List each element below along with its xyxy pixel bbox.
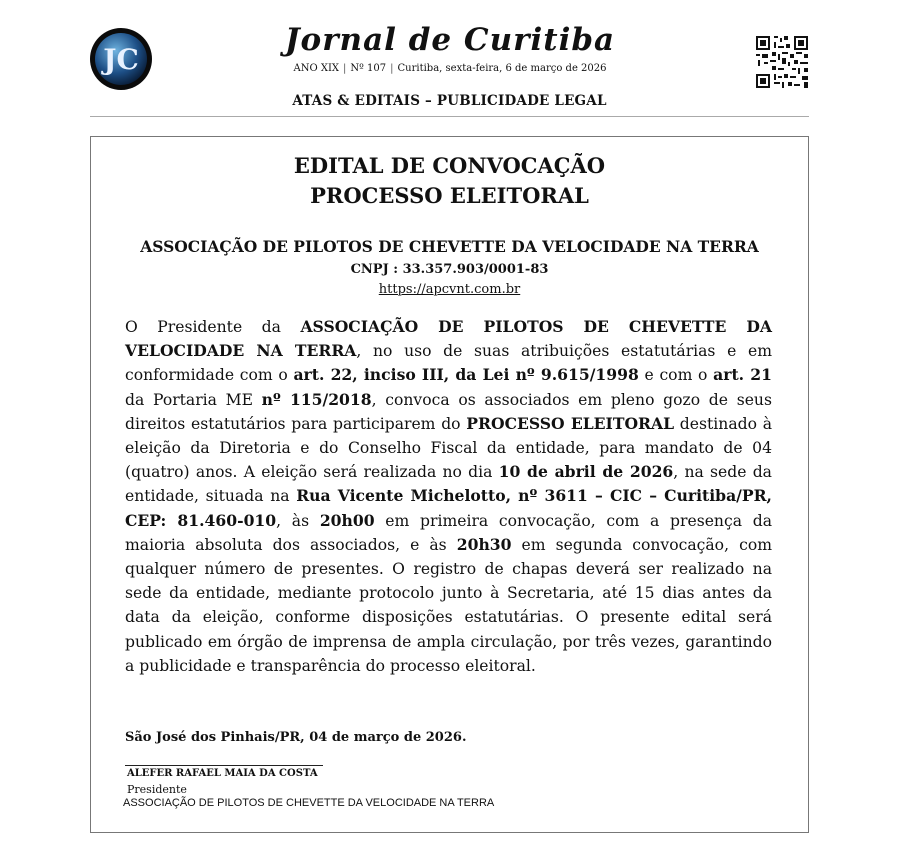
body-emphasis: 20h00 bbox=[319, 510, 375, 530]
body-text-run: , no uso de suas atribuições estatutárias e em conformidade com o bbox=[125, 342, 772, 385]
signature-line bbox=[125, 765, 323, 766]
masthead-separator: | bbox=[343, 63, 347, 74]
body-emphasis: 10 de abril de 2026 bbox=[498, 462, 674, 482]
masthead-dateline: Curitiba, sexta-feira, 6 de março de 2026 bbox=[397, 63, 607, 74]
body-text-run: , às bbox=[276, 511, 320, 530]
place-and-date: São José dos Pinhais/PR, 04 de março de 2026. bbox=[125, 730, 467, 745]
notice-box bbox=[90, 136, 809, 833]
body-text-run: destinado à eleição da Diretoria e do Conselho Fiscal da entidade, para mandato de 04 (quatro) anos. A eleição será realizada no dia bbox=[125, 414, 773, 482]
notice-title-line1: EDITAL DE CONVOCAÇÃO bbox=[293, 153, 606, 178]
body-text-run: em primeira convocação, com a presença da maioria absoluta dos associados, e às bbox=[125, 511, 773, 554]
section-label: ATAS & EDITAIS – PUBLICIDADE LEGAL bbox=[292, 93, 607, 109]
body-emphasis: nº 115/2018 bbox=[261, 389, 372, 409]
logo-text: JC bbox=[103, 43, 139, 76]
organization-cnpj: CNPJ : 33.357.903/0001-83 bbox=[350, 262, 549, 277]
organization-website-link[interactable]: https://apcvnt.com.br bbox=[378, 282, 521, 297]
notice-title-line2: PROCESSO ELEITORAL bbox=[310, 183, 589, 208]
masthead-issue: Nº 107 bbox=[350, 63, 387, 74]
body-text-run: , na sede da entidade, situada na bbox=[125, 463, 772, 506]
body-text-run: da Portaria ME bbox=[125, 390, 262, 409]
body-emphasis: art. 22, inciso III, da Lei nº 9.615/1998 bbox=[293, 365, 639, 385]
signer-organization: ASSOCIAÇÃO DE PILOTOS DE CHEVETTE DA VELOCIDADE NA TERRA bbox=[123, 797, 495, 809]
body-emphasis: ASSOCIAÇÃO DE PILOTOS DE CHEVETTE DA VELOCIDADE NA TERRA bbox=[125, 317, 772, 361]
masthead bbox=[200, 18, 700, 74]
qr-code-icon[interactable] bbox=[754, 34, 810, 90]
masthead-year: ANO XIX bbox=[293, 63, 340, 74]
organization-name: ASSOCIAÇÃO DE PILOTOS DE CHEVETTE DA VELOCIDADE NA TERRA bbox=[140, 237, 759, 256]
notice-title bbox=[91, 151, 808, 211]
signer-name: ALEFER RAFAEL MAIA DA COSTA bbox=[127, 768, 318, 779]
body-text-run: em segunda convocação, com qualquer número de presentes. O registro de chapas deverá ser realizado na sede da entidade, mediante protocolo junto à Secretaria, até 15 dias antes da data da eleição, conforme disposições estatutárias. O presente edital será publicado em órgão de imprensa de ampla circulação, por três vezes, garantindo a publicidade e transparência do processo eleitoral. bbox=[125, 535, 772, 675]
body-emphasis: 20h30 bbox=[456, 534, 512, 554]
signer-role: Presidente bbox=[127, 783, 187, 796]
masthead-meta bbox=[200, 63, 700, 74]
body-emphasis: Rua Vicente Michelotto, nº 3611 – CIC – Curitiba/PR, CEP: 81.460-010 bbox=[125, 486, 772, 530]
body-emphasis: PROCESSO ELEITORAL bbox=[466, 413, 675, 433]
body-emphasis: art. 21 bbox=[713, 365, 772, 385]
jc-logo-icon bbox=[89, 27, 153, 91]
notice-body bbox=[125, 315, 772, 678]
body-text-run: , convoca os associados em pleno gozo de seus direitos estatutários para participarem do bbox=[125, 390, 772, 433]
body-text-run: O Presidente da bbox=[125, 318, 301, 336]
masthead-separator: | bbox=[390, 63, 394, 74]
newspaper-title: Jornal de Curitiba bbox=[284, 22, 616, 58]
body-text-run: e com o bbox=[638, 366, 714, 385]
section-divider bbox=[90, 116, 809, 117]
